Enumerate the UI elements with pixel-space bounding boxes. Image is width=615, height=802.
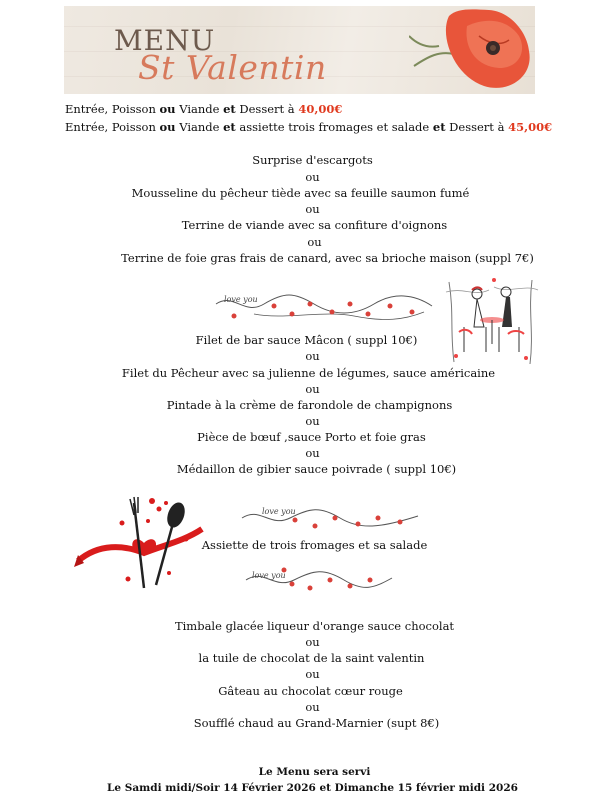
offer-2-part3: assiette trois fromages et salade [235, 120, 433, 134]
main-3: Pintade à la crème de farondole de champignons [166, 398, 453, 412]
offer-2-and2: et [432, 120, 446, 134]
main-1: Filet de bar sauce Mâcon ( suppl 10€) [195, 333, 418, 347]
offer-1-part2: Viande [175, 102, 224, 116]
separator-ou: ou [305, 382, 320, 396]
separator-ou: ou [305, 349, 320, 363]
offer-line-1 [65, 102, 342, 116]
love-vine-decoration [214, 284, 434, 324]
cheese-course: Assiette de trois fromages et sa salade [201, 538, 428, 552]
menu-label: MENU [114, 24, 216, 57]
offer-1-and: et [223, 102, 236, 116]
separator-ou: ou [305, 700, 320, 714]
dessert-3: Gâteau au chocolat cœur rouge [218, 684, 403, 698]
separator-ou: ou [305, 414, 320, 428]
starter-1: Surprise d'escargots [252, 153, 373, 167]
separator-ou: ou [305, 667, 320, 681]
separator-ou: ou [305, 446, 320, 460]
offer-1-price: 40,00€ [298, 102, 343, 116]
love-you-script: love you [224, 295, 258, 304]
love-vine-decoration [240, 500, 420, 534]
main-4: Pièce de bœuf ,sauce Porto et foie gras [197, 430, 426, 444]
offer-2-or: ou [159, 120, 176, 134]
poppy-flower-icon [409, 6, 535, 94]
separator-ou: ou [307, 235, 322, 249]
separator-ou: ou [305, 170, 320, 184]
starter-3: Terrine de viande avec sa confiture d'oignons [181, 218, 448, 232]
separator-ou: ou [305, 635, 320, 649]
main-2: Filet du Pêcheur avec sa julienne de légumes, sauce américaine [121, 366, 496, 380]
header-banner [64, 6, 535, 94]
offer-2-part2: Viande [175, 120, 224, 134]
love-you-script: love you [252, 571, 286, 580]
dessert-4: Soufflé chaud au Grand-Marnier (supt 8€) [193, 716, 440, 730]
love-you-script: love you [262, 507, 296, 516]
separator-ou: ou [305, 202, 320, 216]
dessert-2: la tuile de chocolat de la saint valentin [198, 651, 425, 665]
offer-2-part1: Entrée, Poisson [65, 120, 160, 134]
starter-2: Mousseline du pêcheur tiède avec sa feuille saumon fumé [131, 186, 470, 200]
main-5: Médaillon de gibier sauce poivrade ( suppl 10€) [176, 462, 457, 476]
offer-2-price: 45,00€ [508, 120, 553, 134]
offer-1-part1: Entrée, Poisson [65, 102, 160, 116]
love-vine-decoration [244, 562, 394, 596]
offer-2-part4: Dessert à [445, 120, 509, 134]
menu-title: St Valentin [138, 48, 327, 87]
offer-line-2 [65, 120, 552, 134]
footer-served-label: Le Menu sera servi [258, 766, 371, 778]
starter-4: Terrine de foie gras frais de canard, avec sa brioche maison (suppl 7€) [121, 251, 534, 265]
offer-2-and1: et [223, 120, 236, 134]
offer-1-part3: Dessert à [235, 102, 299, 116]
footer-dates: Le Samdi midi/Soir 14 Février 2026 et Dimanche 15 février midi 2026 [107, 782, 518, 794]
dessert-1: Timbale glacée liqueur d'orange sauce chocolat [174, 619, 455, 633]
offer-1-or: ou [159, 102, 176, 116]
